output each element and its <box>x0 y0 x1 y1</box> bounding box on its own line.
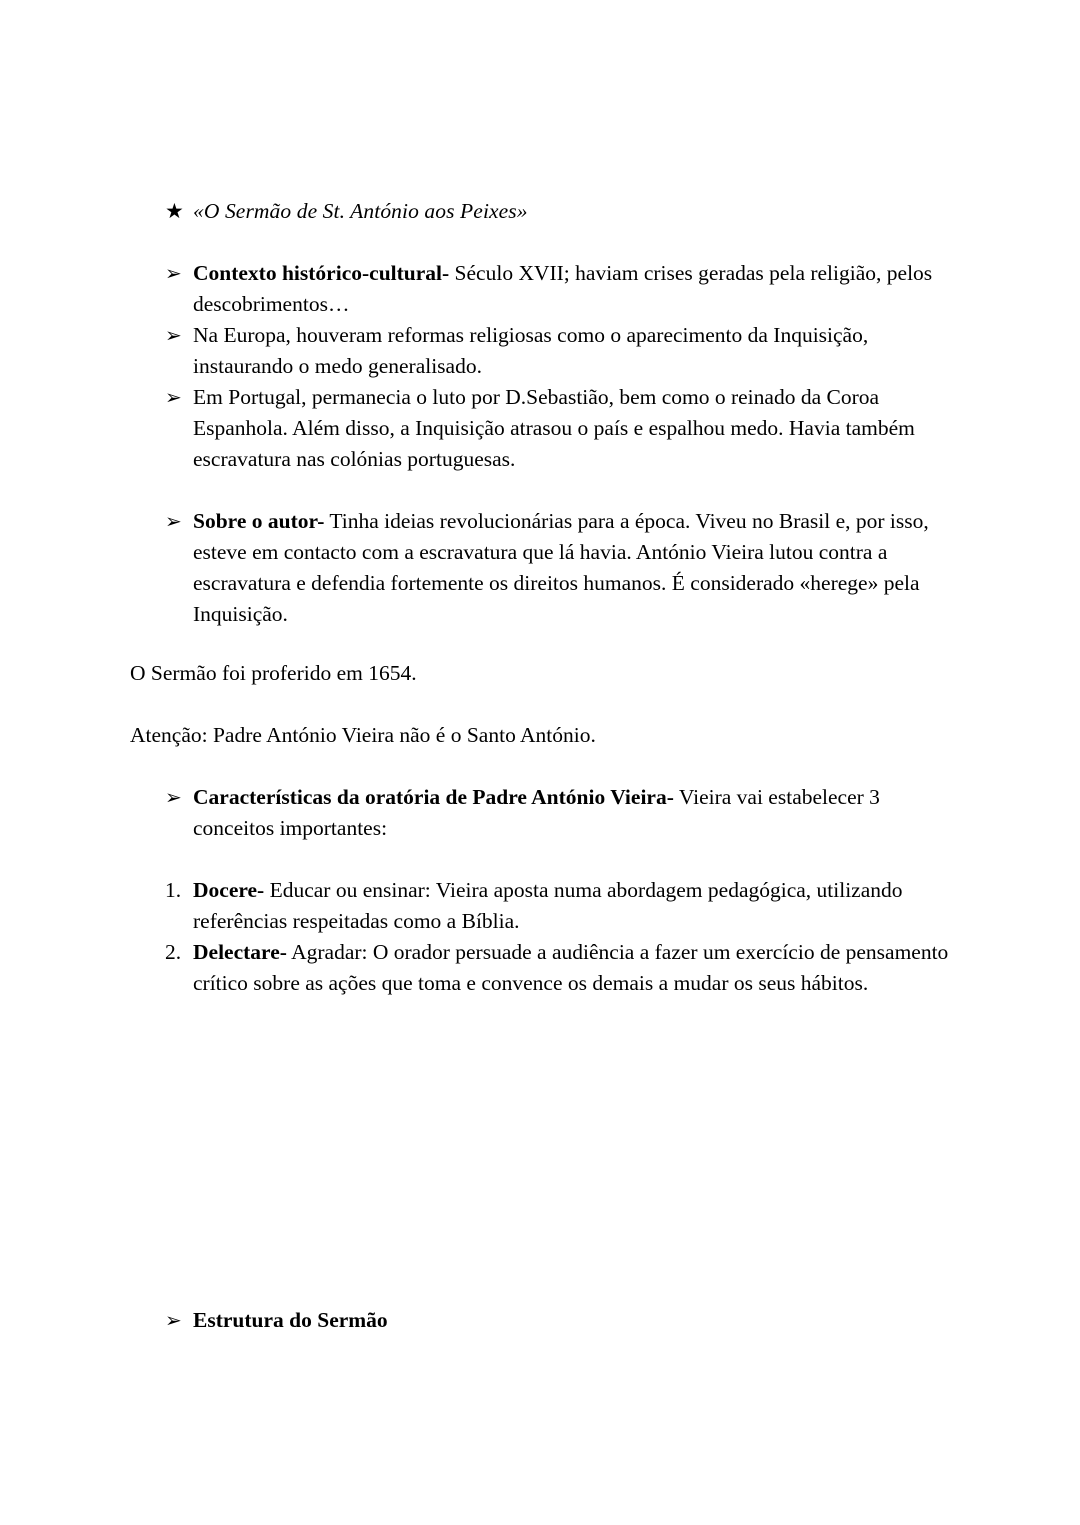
bullet-content <box>193 782 950 844</box>
numbered-lead-label: Docere- <box>193 878 265 902</box>
numbered-content <box>193 937 950 999</box>
arrow-bullet-icon: ➢ <box>165 261 182 285</box>
list-number: 2. <box>165 940 182 964</box>
spacer <box>130 475 950 506</box>
bullet-content <box>193 506 950 630</box>
bullet-contexto-historico-cultural <box>165 258 950 320</box>
bullet-body-text: Em Portugal, permanecia o luto por D.Sebastião, bem como o reinado da Coroa Espanhola. Além disso, a Inquisição atrasou o país e espalhou medo. Havia também escravatura nas colónias portuguesas. <box>193 385 915 471</box>
spacer <box>130 751 950 782</box>
arrow-bullet-icon: ➢ <box>165 785 182 809</box>
bullet-lead-label: Estrutura do Sermão <box>193 1308 388 1332</box>
list-number: 1. <box>165 878 182 902</box>
paragraph-sermao-data: O Sermão foi proferido em 1654. <box>130 661 417 685</box>
bullet-sobre-o-autor <box>165 506 950 630</box>
numbered-body-text: Agradar: O orador persuade a audiência a fazer um exercício de pensamento crítico sobre as ações que toma e convence os demais a mudar os seus hábitos. <box>193 940 949 995</box>
numbered-body-text: Educar ou ensinar: Vieira aposta numa abordagem pedagógica, utilizando referências respeitadas como a Bíblia. <box>193 878 903 933</box>
star-icon: ★ <box>165 199 184 223</box>
bullet-body-text: Tinha ideias revolucionárias para a época. Viveu no Brasil e, por isso, esteve em contacto com a escravatura que lá havia. António Vieira lutou contra a escravatura e defendia fortemente os direitos humanos. É considerado «herege» pela Inquisição. <box>193 509 929 626</box>
bullet-estrutura-do-sermao <box>165 1305 950 1336</box>
bullet-body-text: Século XVII; haviam crises geradas pela religião, pelos descobrimentos… <box>193 261 933 316</box>
spacer <box>130 999 950 1305</box>
bullet-lead-label: Características da oratória de Padre António Vieira- <box>193 785 674 809</box>
bullet-content <box>193 1305 950 1336</box>
bullet-body-text: Na Europa, houveram reformas religiosas como o aparecimento da Inquisição, instaurando o medo generalisado. <box>193 323 869 378</box>
spacer <box>130 844 950 875</box>
bullet-na-europa <box>165 320 950 382</box>
bullet-content <box>193 320 950 382</box>
numbered-lead-label: Delectare- <box>193 940 287 964</box>
document-title-row <box>165 196 950 227</box>
arrow-bullet-icon: ➢ <box>165 509 182 533</box>
paragraph-atencao-nota: Atenção: Padre António Vieira não é o Santo António. <box>130 723 596 747</box>
spacer <box>130 630 950 658</box>
bullet-caracteristicas-oratoria <box>165 782 950 844</box>
numbered-content <box>193 875 950 937</box>
arrow-bullet-icon: ➢ <box>165 385 182 409</box>
bullet-body-text: Vieira vai estabelecer 3 conceitos importantes: <box>193 785 880 840</box>
numbered-item-docere <box>165 875 950 937</box>
bullet-content <box>193 382 950 475</box>
bullet-content <box>193 258 950 320</box>
spacer <box>130 689 950 720</box>
bullet-lead-label: Sobre o autor- <box>193 509 325 533</box>
bullet-lead-label: Contexto histórico-cultural- <box>193 261 450 285</box>
document-content <box>130 196 950 1336</box>
arrow-bullet-icon: ➢ <box>165 1308 182 1332</box>
bullet-em-portugal <box>165 382 950 475</box>
page-title: «O Sermão de St. António aos Peixes» <box>193 199 528 223</box>
arrow-bullet-icon: ➢ <box>165 323 182 347</box>
numbered-item-delectare <box>165 937 950 999</box>
